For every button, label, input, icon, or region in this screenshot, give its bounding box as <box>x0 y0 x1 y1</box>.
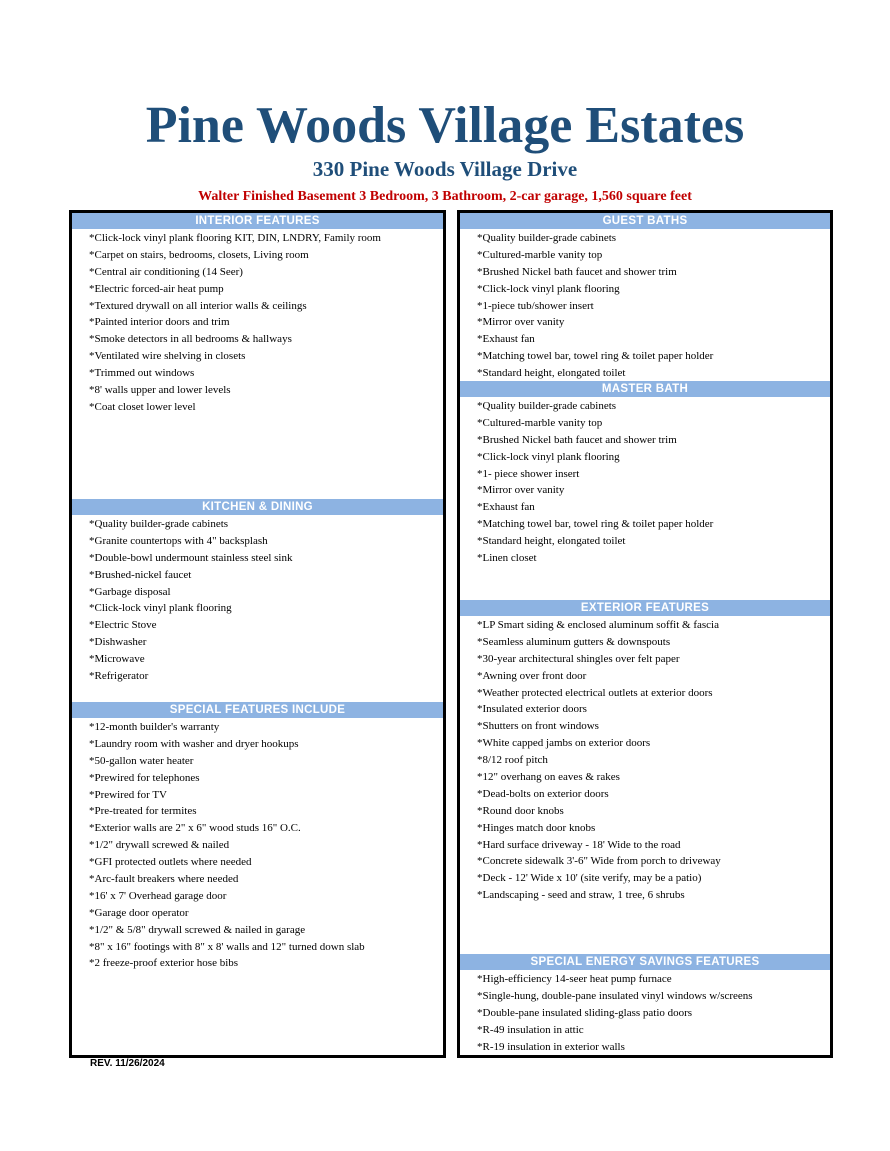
feature-item: *R-19 insulation in exterior walls <box>477 1040 625 1053</box>
feature-item: *Brushed-nickel faucet <box>89 568 192 581</box>
section-header: KITCHEN & DINING <box>72 499 443 515</box>
feature-item: *Dead-bolts on exterior doors <box>477 787 609 800</box>
feature-item: *White capped jambs on exterior doors <box>477 737 651 750</box>
feature-item: *Granite countertops with 4" backsplash <box>89 534 268 547</box>
feature-item: *Mirror over vanity <box>477 316 565 329</box>
feature-item: *Laundry room with washer and dryer hookups <box>89 737 299 750</box>
feature-item: *Smoke detectors in all bedrooms & hallways <box>89 333 292 346</box>
feature-item: *R-49 insulation in attic <box>477 1023 584 1036</box>
feature-item: *Click-lock vinyl plank flooring <box>477 282 620 295</box>
feature-item: *LP Smart siding & enclosed aluminum soffit & fascia <box>477 619 719 631</box>
feature-item: *50-gallon water heater <box>89 754 194 767</box>
feature-item: *Standard height, elongated toilet <box>477 535 626 548</box>
section-header: SPECIAL ENERGY SAVINGS FEATURES <box>460 954 830 970</box>
feature-item: *Coat closet lower level <box>89 400 196 413</box>
feature-item: *Electric Stove <box>89 619 157 632</box>
interior-features-section <box>72 213 443 416</box>
feature-item: *Prewired for TV <box>89 788 167 801</box>
feature-item: *Quality builder-grade cabinets <box>89 518 229 530</box>
feature-item: *8" x 16" footings with 8" x 8' walls and 12" turned down slab <box>89 940 365 953</box>
section-header: MASTER BATH <box>460 381 830 397</box>
page-title: Pine Woods Village Estates <box>145 97 745 154</box>
feature-item: *Refrigerator <box>89 670 149 683</box>
feature-item: *Deck - 12' Wide x 10' (site verify, may be a patio) <box>477 872 702 885</box>
feature-item: *Exhaust fan <box>477 501 535 514</box>
feature-item: *Mirror over vanity <box>477 484 565 497</box>
feature-item: *12-month builder's warranty <box>89 721 220 733</box>
feature-item: *Exterior walls are 2" x 6" wood studs 16" O.C. <box>89 822 301 835</box>
feature-item: *16' x 7' Overhead garage door <box>89 889 227 902</box>
feature-item: *Linen closet <box>477 552 537 565</box>
feature-item: *Click-lock vinyl plank flooring <box>89 602 232 615</box>
feature-item: *Landscaping - seed and straw, 1 tree, 6 shrubs <box>477 889 685 902</box>
kitchen-dining-section <box>72 499 443 685</box>
feature-item: *Hinges match door knobs <box>477 821 596 834</box>
feature-item: *Brushed Nickel bath faucet and shower trim <box>477 433 677 446</box>
feature-item: *1-piece tub/shower insert <box>477 299 594 312</box>
feature-item: *Quality builder-grade cabinets <box>477 232 617 244</box>
feature-item: *Shutters on front windows <box>477 720 599 733</box>
feature-item: *1/2" drywall screwed & nailed <box>89 839 230 852</box>
section-header: EXTERIOR FEATURES <box>460 600 830 616</box>
special-features-section <box>72 702 443 972</box>
feature-item: *Double-pane insulated sliding-glass patio doors <box>477 1006 693 1019</box>
feature-item: *Exhaust fan <box>477 333 535 346</box>
feature-list <box>72 515 443 685</box>
feature-item: *Garbage disposal <box>89 585 171 598</box>
revision-date: REV. 11/26/2024 <box>90 1058 165 1069</box>
feature-item: *Textured drywall on all interior walls & ceilings <box>89 299 307 312</box>
feature-item: *Quality builder-grade cabinets <box>477 400 617 412</box>
feature-item: *Hard surface driveway - 18' Wide to the road <box>477 838 681 851</box>
right-feature-column <box>457 210 833 1058</box>
feature-item: *Weather protected electrical outlets at exterior doors <box>477 686 713 699</box>
feature-item: *Prewired for telephones <box>89 771 200 784</box>
feature-item: *30-year architectural shingles over felt paper <box>477 652 680 665</box>
feature-item: *Double-bowl undermount stainless steel sink <box>89 551 293 564</box>
feature-list <box>460 397 830 567</box>
section-header: SPECIAL FEATURES INCLUDE <box>72 702 443 718</box>
feature-item: *Click-lock vinyl plank flooring KIT, DIN, LNDRY, Family room <box>89 232 381 244</box>
feature-item: *2 freeze-proof exterior hose bibs <box>89 957 239 970</box>
feature-item: *Matching towel bar, towel ring & toilet paper holder <box>477 350 714 363</box>
feature-item: *Single-hung, double-pane insulated vinyl windows w/screens <box>477 989 753 1002</box>
feature-item: *Brushed Nickel bath faucet and shower trim <box>477 265 677 278</box>
feature-item: *Cultured-marble vanity top <box>477 416 603 429</box>
address: 330 Pine Woods Village Drive <box>312 157 578 181</box>
feature-item: *Concrete sidewalk 3'-6" Wide from porch to driveway <box>477 855 721 868</box>
feature-list <box>72 229 443 416</box>
exterior-features-section <box>460 600 830 904</box>
feature-item: *12" overhang on eaves & rakes <box>477 771 620 784</box>
feature-item: *8' walls upper and lower levels <box>89 384 231 397</box>
left-feature-column <box>69 210 446 1058</box>
feature-item: *Click-lock vinyl plank flooring <box>477 450 620 463</box>
feature-list <box>460 616 830 904</box>
feature-item: *GFI protected outlets where needed <box>89 856 252 869</box>
feature-item: *Arc-fault breakers where needed <box>89 873 239 886</box>
feature-item: *Dishwasher <box>89 636 147 649</box>
feature-item: *Cultured-marble vanity top <box>477 248 603 261</box>
section-header: GUEST BATHS <box>460 213 830 229</box>
feature-item: *Microwave <box>89 653 145 666</box>
guest-baths-section <box>460 213 830 382</box>
feature-item: *Matching towel bar, towel ring & toilet paper holder <box>477 518 714 531</box>
feature-item: *Garage door operator <box>89 906 189 919</box>
feature-item: *Seamless aluminum gutters & downspouts <box>477 635 671 648</box>
feature-list <box>460 229 830 382</box>
feature-list <box>460 970 830 1055</box>
feature-item: *Electric forced-air heat pump <box>89 282 224 295</box>
feature-item: *1/2" & 5/8" drywall screwed & nailed in garage <box>89 923 306 936</box>
feature-list <box>72 718 443 972</box>
feature-item: *Standard height, elongated toilet <box>477 367 626 380</box>
feature-item: *1- piece shower insert <box>477 467 580 480</box>
feature-item: *High-efficiency 14-seer heat pump furnace <box>477 973 672 985</box>
feature-item: *Awning over front door <box>477 669 587 682</box>
feature-item: *Central air conditioning (14 Seer) <box>89 265 243 278</box>
feature-item: *Trimmed out windows <box>89 367 195 380</box>
feature-item: *Ventilated wire shelving in closets <box>89 350 246 363</box>
energy-savings-section <box>460 954 830 1055</box>
feature-item: *Painted interior doors and trim <box>89 316 230 329</box>
section-header: INTERIOR FEATURES <box>72 213 443 229</box>
feature-item: *Carpet on stairs, bedrooms, closets, Living room <box>89 248 309 261</box>
feature-item: *8/12 roof pitch <box>477 754 548 767</box>
feature-item: *Pre-treated for termites <box>89 805 197 818</box>
feature-item: *Round door knobs <box>477 804 564 817</box>
floorplan-subtitle: Walter Finished Basement 3 Bedroom, 3 Bathroom, 2-car garage, 1,560 square feet <box>198 189 692 204</box>
feature-item: *Insulated exterior doors <box>477 703 587 716</box>
master-bath-section <box>460 381 830 567</box>
